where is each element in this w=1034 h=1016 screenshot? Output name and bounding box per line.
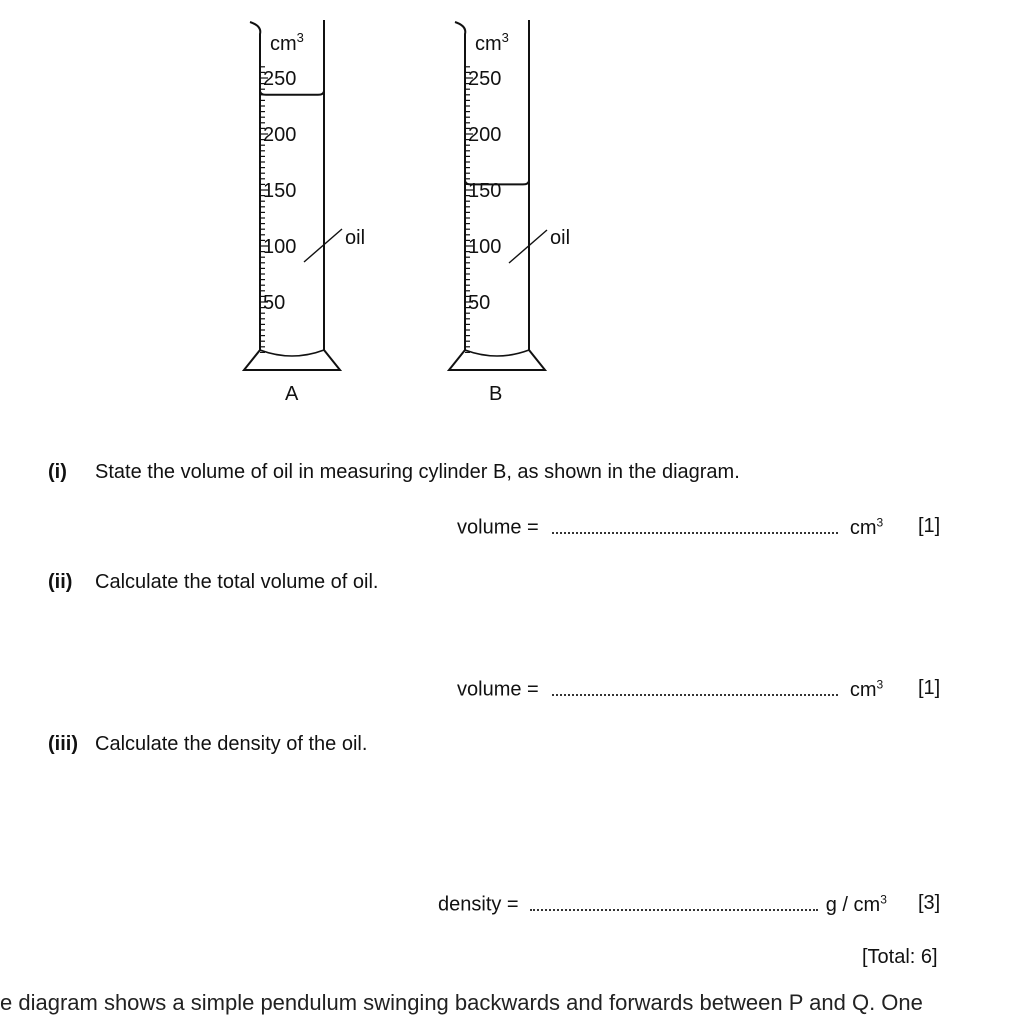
marks-i: [1] (918, 515, 941, 537)
question-ii-text: Calculate the total volume of oil. (95, 571, 379, 593)
next-question-fragment: e diagram shows a simple pendulum swinging backwards and forwards between P and Q. One (0, 990, 923, 1015)
cylinder-label: A (285, 383, 299, 405)
question-number: (ii) (48, 571, 73, 593)
unit-label: $cm^3$ (475, 30, 509, 55)
oil-label: oil (345, 227, 366, 249)
measuring-cylinder-a (244, 20, 365, 405)
answer-label: density = (438, 893, 519, 916)
question-number: (i) (48, 461, 67, 483)
scale-label: 150 (263, 180, 297, 202)
measuring-cylinder-b (449, 20, 570, 405)
marks-ii: [1] (918, 677, 941, 699)
answer-unit: $cm^3$ (849, 677, 884, 701)
cylinder-base-curve (260, 350, 324, 356)
scale-label: 250 (468, 68, 502, 90)
answer-label: volume = (457, 516, 539, 539)
answer-dotted-line[interactable] (552, 518, 838, 534)
scale-label: 250 (263, 68, 297, 90)
cylinder-base-curve (465, 350, 529, 356)
measuring-cylinders-diagram (0, 0, 1034, 420)
answer-line-ii[interactable] (457, 677, 883, 702)
answer-line-i[interactable] (457, 515, 883, 540)
question-i (48, 461, 67, 484)
scale-label: 200 (468, 124, 502, 146)
question-iii (48, 733, 78, 756)
question-iii-text: Calculate the density of the oil. (95, 733, 368, 755)
cylinder-label: B (489, 383, 503, 405)
liquid-meniscus (260, 91, 324, 95)
question-number: (iii) (48, 733, 78, 755)
question-i-text: State the volume of oil in measuring cylinder B, as shown in the diagram. (95, 461, 740, 483)
scale-label: 50 (263, 292, 286, 314)
answer-label: volume = (457, 678, 539, 701)
answer-line-iii[interactable] (438, 892, 887, 917)
scale-label: 100 (468, 236, 502, 258)
oil-label: oil (550, 227, 571, 249)
answer-dotted-line[interactable] (530, 895, 818, 911)
scale-label: 200 (263, 124, 297, 146)
answer-dotted-line[interactable] (552, 680, 838, 696)
scale-label: 50 (468, 292, 491, 314)
total-marks: [Total: 6] (862, 946, 938, 968)
scale-label: 150 (468, 180, 502, 202)
marks-iii: [3] (918, 892, 941, 914)
unit-label: $cm^3$ (270, 30, 304, 55)
answer-unit: g / $cm^3$ (825, 892, 887, 916)
answer-unit: $cm^3$ (849, 515, 884, 539)
scale-label: 100 (263, 236, 297, 258)
question-ii (48, 571, 72, 594)
